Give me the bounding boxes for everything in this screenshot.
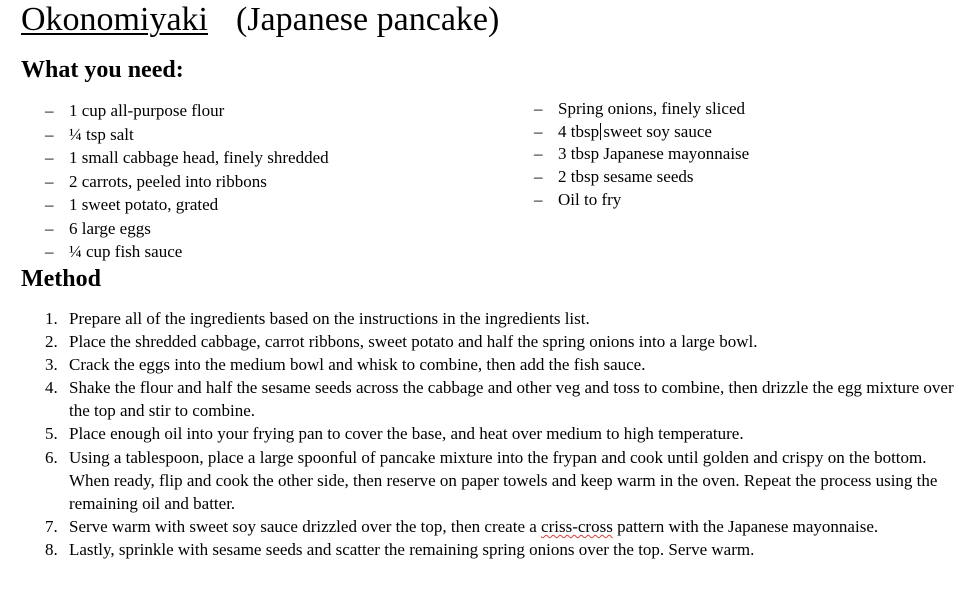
step-text: Using a tablespoon, place a large spoonful of pancake mixture into the frypan and cook until golden and crispy on the bottom. When ready, flip and cook the other side, then reserve on paper towels and keep warm in the oven. Repeat the process using the remaining oil and batter. bbox=[69, 447, 938, 513]
ingredient-item: – 1 small cabbage head, finely shredded bbox=[45, 146, 329, 170]
step-number: 6. bbox=[45, 447, 58, 467]
ingredient-text-part: 4 tbsp bbox=[558, 121, 600, 141]
step-text: Place enough oil into your frying pan to cover the base, and heat over medium to high temperature. bbox=[69, 424, 744, 444]
ingredients-list-left bbox=[45, 99, 329, 264]
method-step bbox=[45, 307, 955, 330]
step-number: 1. bbox=[45, 309, 58, 328]
step-number: 7. bbox=[45, 516, 58, 536]
ingredient-item: – 2 tbsp sesame seeds bbox=[534, 166, 749, 189]
ingredient-item: – 1 cup all-purpose flour bbox=[45, 99, 329, 123]
ingredient-item: – 2 carrots, peeled into ribbons bbox=[45, 170, 329, 194]
step-number: 3. bbox=[45, 355, 58, 375]
ingredient-item: – Oil to fry bbox=[534, 189, 749, 212]
ingredient-item bbox=[534, 121, 749, 144]
recipe-title-main: Okonomiyaki bbox=[21, 1, 208, 38]
method-step bbox=[45, 353, 955, 376]
step-number: 2. bbox=[45, 332, 58, 352]
method-step bbox=[45, 422, 955, 445]
step-text: Crack the eggs into the medium bowl and whisk to combine, then add the fish sauce. bbox=[69, 355, 646, 375]
method-step bbox=[45, 376, 955, 422]
ingredient-item: – 6 large eggs bbox=[45, 217, 329, 241]
recipe-title-sub: (Japanese pancake) bbox=[235, 1, 500, 38]
ingredients-list-right bbox=[534, 98, 749, 212]
step-text: pattern with the Japanese mayonnaise. bbox=[612, 516, 879, 536]
method-step bbox=[45, 538, 955, 561]
step-text: Prepare all of the ingredients based on the instructions in the ingredients list. bbox=[69, 309, 590, 328]
step-text: Serve warm with sweet soy sauce drizzled over the top, then create a bbox=[69, 516, 542, 536]
ingredient-text-part: sweet soy sauce bbox=[599, 121, 712, 141]
step-number: 4. bbox=[45, 378, 58, 398]
step-text: Lastly, sprinkle with sesame seeds and scatter the remaining spring onions over the top. Serve warm. bbox=[69, 539, 755, 559]
method-step bbox=[45, 330, 955, 353]
ingredient-item: – ¼ cup fish sauce bbox=[45, 240, 329, 264]
method-step bbox=[45, 446, 955, 515]
step-text: Place the shredded cabbage, carrot ribbons, sweet potato and half the spring onions into a large bowl. bbox=[69, 332, 758, 352]
method-heading: Method bbox=[21, 266, 101, 292]
step-text: Shake the flour and half the sesame seeds across the cabbage and other veg and toss to combine, then drizzle the egg mixture over the top and stir to combine. bbox=[69, 378, 954, 421]
ingredient-item: – 3 tbsp Japanese mayonnaise bbox=[534, 143, 749, 166]
ingredient-item: – ¼ tsp salt bbox=[45, 123, 329, 147]
ingredients-heading: What you need: bbox=[21, 57, 184, 83]
step-number: 8. bbox=[45, 539, 58, 559]
ingredient-item: – Spring onions, finely sliced bbox=[534, 98, 749, 121]
recipe-title bbox=[21, 0, 499, 40]
method-steps-list bbox=[45, 307, 955, 561]
step-number: 5. bbox=[45, 424, 58, 444]
spellcheck-flagged-word[interactable]: criss-cross bbox=[541, 516, 613, 536]
ingredient-item: – 1 sweet potato, grated bbox=[45, 193, 329, 217]
method-step bbox=[45, 515, 955, 538]
